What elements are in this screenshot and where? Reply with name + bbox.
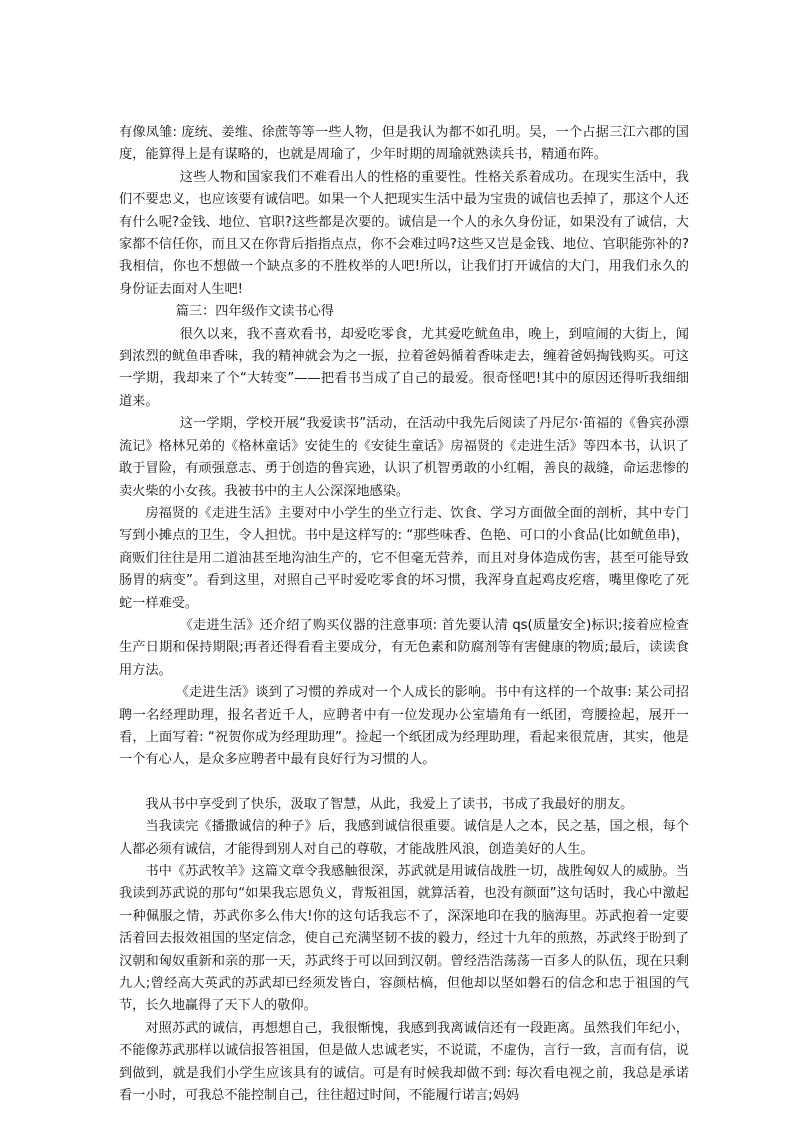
- paragraph-4: 这一学期，学校开展“我爱读书”活动，在活动中我先后阅读了丹尼尔·笛福的《鲁宾孙漂流记》格林兄弟的《格林童话》安徒生的《安徒生童话》房福贤的《走进生活》等四本书，认识了敢于冒险，有顽强意志、勇于创造的鲁宾逊，认识了机智勇敢的小红帽，善良的裁缝，命运悲惨的卖火柴的小女孩。我被书中的主人公深深地感染。: [119, 416, 689, 499]
- paragraph-gap: [119, 772, 689, 794]
- paragraph-1: 有像凤雏: 庞统、姜维、徐蔗等等一些人物，但是我认为都不如孔明。吴，一个占据三江六郡的国度，能算得上是有谋略的，也就是周瑜了，少年时期的周瑜就熟读兵书，精通布阵。: [119, 125, 689, 163]
- paragraph-9: 当我读完《播撒诚信的种子》后，我感到诚信很重要。诚信是人之本，民之基，国之根，每个人都必须有诚信，才能得到别人对自己的尊敬，才能战胜风浪，创造美好的人生。: [119, 819, 689, 857]
- paragraph-3: 很久以来，我不喜欢看书，却爱吃零食，尤其爱吃鱿鱼串，晚上，到喧闹的大街上，闻到浓烈的鱿鱼串香味，我的精神就会为之一振，拉着爸妈循着香味走去，缠着爸妈掏钱购买。可这一学期，我却来了个“大转变”——把看书当成了自己的最爱。很奇怪吧!其中的原因还得听我细细道来。: [119, 326, 689, 409]
- paragraph-10: 书中《苏武牧羊》这篇文章令我感触很深，苏武就是用诚信战胜一切，战胜匈奴人的威胁。当我读到苏武说的那句“如果我忘恩负义，背叛祖国，就算活着，也没有颜面”这句话时，我心中激起一种佩服之情，苏武你多么伟大!你的这句话我忘不了，深深地印在我的脑海里。苏武抱着一定要活着回去报效祖国的坚定信念，使自己充满坚韧不拔的毅力，经过十九年的煎熬，苏武终于盼到了汉朝和匈奴重新和亲的那一天，苏武终于可以回到汉朝。曾经浩浩荡荡一百多人的队伍，现在只剩九人;曾经高大英武的苏武却已经须发皆白，容颜枯槁，但他却以坚如磐石的信念和忠于祖国的气节，长久地赢得了天下人的敬仰。: [119, 864, 689, 1014]
- paragraph-11: 对照苏武的诚信，再想想自己，我很惭愧，我感到我离诚信还有一段距离。虽然我们年纪小，不能像苏武那样以诚信报答祖国，但是做人忠诚老实，不说谎，不虚伪，言行一致，言而有信，说到做到，就是我们小学生应该具有的诚信。可是有时候我却做不到: 每次看电视之前，我总是承诺看一小时，可我总不能控制自己，往往超过时间，不能履行诺言;妈妈: [119, 1020, 689, 1104]
- document-body: [119, 122, 689, 1107]
- paragraph-2: 这些人物和国家我们不难看出人的性格的重要性。性格关系着成功。在现实生活中，我们不要忠义，也应该要有诚信吧。如果一个人把现实生活中最为宝贵的诚信也丢掉了，那这个人还有什么呢?金钱、地位、官职?这些都是次要的。诚信是一个人的永久身份证，如果没有了诚信，大家都不信任你，而且又在你背后指指点点，你不会难过吗?这些又岂是金钱、地位、官职能弥补的?我相信，你也不想做一个缺点多的不胜枚举的人吧!所以，让我们打开诚信的大门，用我们永久的身份证去面对人生吧!: [119, 169, 689, 297]
- section-heading: 篇三：四年级作文读书心得: [175, 304, 334, 320]
- paragraph-5: 房福贤的《走进生活》主要对中小学生的坐立行走、饮食、学习方面做全面的剖析，其中专门写到小摊点的卫生，令人担忧。书中是这样写的: “那些味香、色艳、可口的小食品(比如鱿鱼串)，商贩们往往是用二道油甚至地沟油生产的，它不但毫无营养，而且对身体造成伤害，甚至可能导致肠胃的病变”。看到这里，对照自己平时爱吃零食的坏习惯，我浑身直起鸡皮疙瘩，嘴里像吃了死蛇一样难受。: [119, 505, 689, 611]
- paragraph-6: 《走进生活》还介绍了购买仪器的注意事项: 首先要认清 qs(质量安全)标识;接着应检查生产日期和保持期限;再者还得看看主要成分，有无色素和防腐剂等有害健康的物质;最后，读读食用方法。: [119, 617, 689, 678]
- paragraph-8: 我从书中享受到了快乐，汲取了智慧，从此，我爱上了读书，书成了我最好的朋友。: [145, 796, 634, 812]
- paragraph-7: 《走进生活》谈到了习惯的养成对一个人成长的影响。书中有这样的一个故事: 某公司招聘一名经理助理，报名者近千人，应聘者中有一位发现办公室墙角有一纸团，弯腰捡起，展开一看，上面写着: “祝贺你成为经理助理”。捡起一个纸团成为经理助理，看起来很荒唐，其实，他是一个有心人，是众多应聘者中最有良好行为习惯的人。: [119, 685, 689, 768]
